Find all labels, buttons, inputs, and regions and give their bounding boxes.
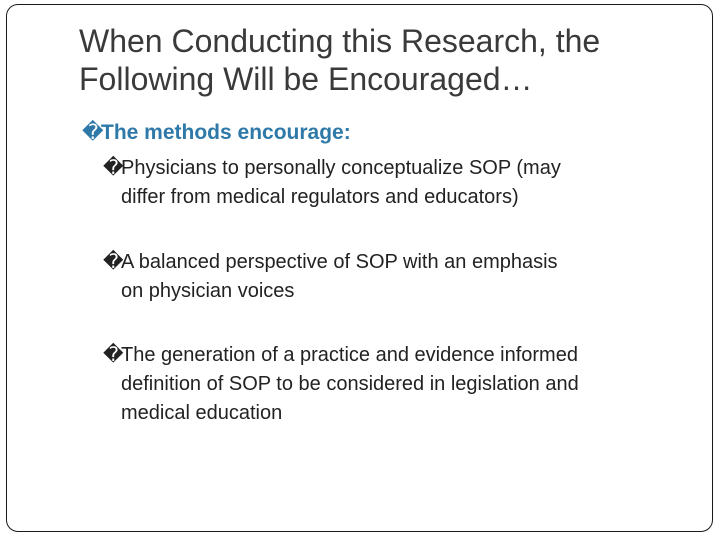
sub-bullet-1-line-2: differ from medical regulators and educators) <box>121 186 519 208</box>
title-line-2: Following Will be Encouraged… <box>79 61 533 97</box>
bullet-icon: � <box>103 344 124 366</box>
sub-bullet-2-line-1: A balanced perspective of SOP with an emphasis <box>121 251 558 273</box>
sub-bullet-3 <box>103 341 693 428</box>
sub-bullet-2 <box>103 248 693 306</box>
main-bullet-text: The methods encourage: <box>101 121 351 144</box>
sub-bullet-3-line-3: medical education <box>121 402 283 424</box>
slide-title <box>79 22 699 98</box>
sub-bullet-1 <box>103 154 693 212</box>
sub-bullet-3-line-1: The generation of a practice and evidence informed <box>121 344 578 366</box>
main-bullet <box>82 119 351 147</box>
sub-bullet-2-line-2: on physician voices <box>121 280 295 302</box>
bullet-icon: � <box>82 121 104 144</box>
sub-bullet-3-line-2: definition of SOP to be considered in legislation and <box>121 373 579 395</box>
bullet-icon: � <box>103 157 124 179</box>
sub-bullet-1-line-1: Physicians to personally conceptualize SOP (may <box>121 157 561 179</box>
bullet-icon: � <box>103 251 124 273</box>
title-line-1: When Conducting this Research, the <box>79 23 601 59</box>
